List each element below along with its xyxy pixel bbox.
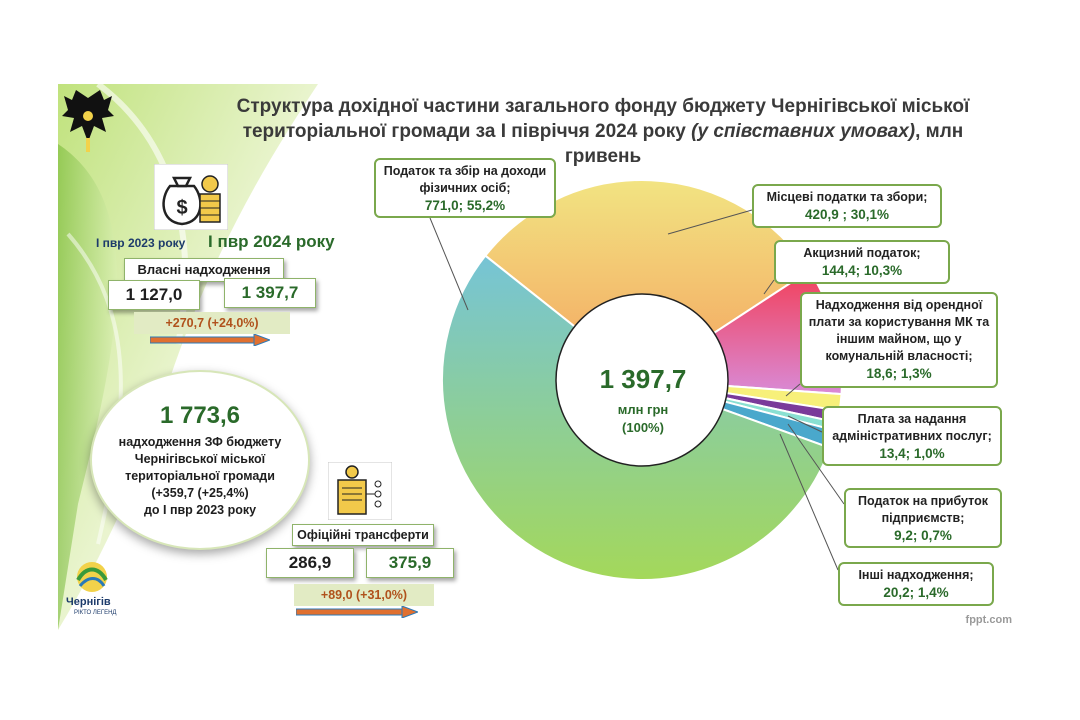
own-revenue-2023-value: 1 127,0: [108, 280, 200, 310]
own-revenue-2024-value: 1 397,7: [224, 278, 316, 308]
period-2024-label: І пвр 2024 року: [208, 232, 335, 251]
callout-excise-value: 144,4; 10,3%: [821, 263, 903, 278]
callout-admin-fees-label: Плата за надання адміністративних послуг;: [832, 412, 992, 443]
title-line-2c: , млн гривень: [564, 121, 964, 167]
callout-local-taxes-value: 420,9 ; 30,1%: [804, 207, 890, 222]
transfers-label: Офіційні трансферти: [292, 524, 434, 546]
slide: [58, 84, 1018, 630]
own-revenue-label: Власні надходження: [124, 258, 284, 282]
callout-profit-tax-label: Податок на прибуток підприємств;: [857, 494, 989, 525]
title-line-1: Структура дохідної частини загального фонду бюджету Чернігівської міської: [236, 96, 970, 117]
transfers-2023-value: 286,9: [266, 548, 354, 578]
callout-rent-label: Надходження від орендної плати за користування МК та іншим майном, що у комунальній власності;: [808, 298, 990, 363]
logo-text: Чернігів: [66, 596, 111, 608]
total-revenue-value: 1 773,6: [159, 402, 241, 429]
svg-text:$: $: [176, 197, 188, 219]
callout-pit-label: Податок та збір на доходи фізичних осіб;: [383, 164, 547, 195]
pie-center-value: 1 397,7: [599, 364, 687, 394]
transfers-2024-value: 375,9: [366, 548, 454, 578]
period-2023-label: І пвр 2023 року: [96, 236, 186, 250]
total-revenue-line-1: надходження ЗФ бюджету: [118, 435, 282, 449]
callout-local-taxes-label: Місцеві податки та збори;: [766, 190, 928, 204]
title-line-2a: територіальної громади за І півріччя 2024 року: [242, 121, 692, 142]
total-revenue-line-3: територіальної громади: [125, 469, 275, 483]
callout-other: [838, 562, 994, 606]
logo-subtext: РІКТО ЛЕГЕНД: [74, 610, 117, 616]
own-revenue-growth: +270,7 (+24,0%): [134, 312, 290, 334]
callout-admin-fees-value: 13,4; 1,0%: [879, 446, 945, 461]
pie-center-unit: млн грн: [617, 402, 669, 417]
pie-center-percent: (100%): [622, 420, 664, 435]
callout-local-taxes: [752, 184, 942, 228]
title-line-2b: (у співставних умовах): [691, 121, 916, 142]
callout-rent-value: 18,6; 1,3%: [866, 366, 932, 381]
callout-profit-tax: [844, 488, 1002, 548]
callout-pit: [374, 158, 556, 218]
footer-brand: fppt.com: [965, 614, 1012, 626]
callout-other-label: Інші надходження;: [858, 568, 974, 582]
callout-excise-label: Акцизний податок;: [803, 246, 921, 260]
total-revenue-line-5: до І пвр 2023 року: [143, 503, 257, 517]
total-revenue-line-4: (+359,7 (+25,4%): [151, 486, 249, 500]
callout-profit-tax-value: 9,2; 0,7%: [894, 528, 952, 543]
callout-rent: [800, 292, 998, 388]
total-revenue-line-2: Чернігівської міської: [134, 452, 266, 466]
callout-pit-value: 771,0; 55,2%: [424, 198, 506, 213]
callout-other-value: 20,2; 1,4%: [883, 585, 949, 600]
callout-admin-fees: [822, 406, 1002, 466]
transfers-growth: +89,0 (+31,0%): [294, 584, 434, 606]
callout-excise: [774, 240, 950, 284]
